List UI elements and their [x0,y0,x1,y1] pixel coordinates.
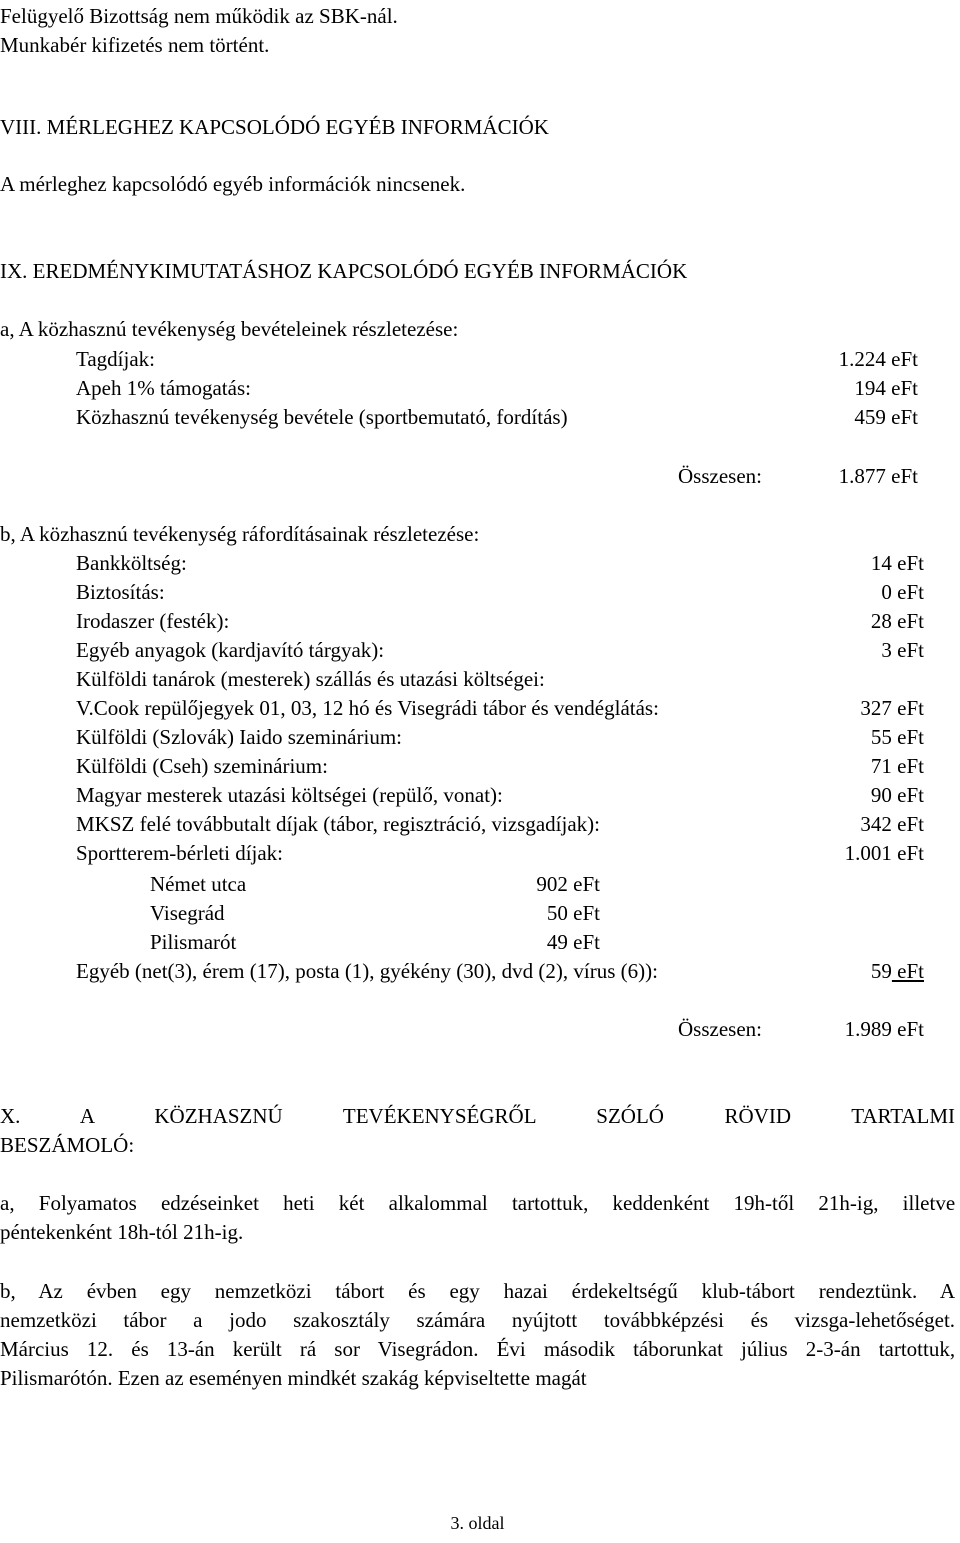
income-value: 459 eFt [854,405,918,429]
expense-total-label: Összesen: [678,1017,762,1041]
section8-text: A mérleghez kapcsolódó egyéb információk nincsenek. [0,172,466,196]
word: vizsga-lehetőséget. [794,1308,956,1332]
section8-heading: VIII. MÉRLEGHEZ KAPCSOLÓDÓ EGYÉB INFORMÁCIÓK [0,115,549,139]
word: érdekeltségű [571,1279,678,1303]
word: 2-3-án [805,1337,861,1361]
expense-value: 71 eFt [870,754,924,778]
word: a, [0,1191,15,1215]
word: nemzetközi [0,1308,97,1332]
section9-heading: IX. EREDMÉNYKIMUTATÁSHOZ KAPCSOLÓDÓ EGYÉB INFORMÁCIÓK [0,259,688,283]
expense-label: Magyar mesterek utazási költségei (repülő, vonat): [76,783,503,807]
expense-label: Bankköltség: [76,551,187,575]
word: 21h-ig, [818,1191,879,1215]
word: Folyamatos [38,1191,137,1215]
rent-detail-label: Pilismarót [150,930,237,954]
word: A [939,1279,956,1303]
word: KÖZHASZNÚ [154,1104,283,1128]
word: hazai [503,1279,548,1303]
word: rendeztünk. [818,1279,918,1303]
word: egy [160,1279,191,1303]
intro-line-2: Munkabér kifizetés nem történt. [0,33,270,57]
word: a [193,1308,203,1332]
word: második [543,1337,615,1361]
income-label: Apeh 1% támogatás: [76,376,251,400]
expense-label: Külföldi tanárok (mesterek) szállás és utazási költségei: [76,667,545,691]
paragraph-b-line-3 [0,1336,955,1362]
expense-label: Irodaszer (festék): [76,609,230,633]
word: klub-tábort [701,1279,795,1303]
expense-value: 1.001 eFt [844,841,924,865]
income-total-label: Összesen: [678,464,762,488]
word: alkalommal [388,1191,488,1215]
word: X. [0,1104,21,1128]
income-title: a, A közhasznú tevékenység bevételeinek részletezése: [0,317,459,341]
expense-label: Külföldi (Cseh) szeminárium: [76,754,328,778]
word: b, [0,1279,16,1303]
word: 12. [86,1337,114,1361]
word: 19h-től [733,1191,795,1215]
word: sor [334,1337,360,1361]
word: egy [449,1279,480,1303]
word: tartottuk, [511,1191,589,1215]
word: továbbképzési [603,1308,724,1332]
paragraph-b-line-2 [0,1307,955,1333]
income-label: Tagdíjak: [76,347,156,371]
expense-value: 55 eFt [870,725,924,749]
word: nemzetközi [214,1279,312,1303]
paragraph-a-line-1 [0,1190,955,1216]
word: és [750,1308,769,1332]
word: tábor [123,1308,167,1332]
word: Március [0,1337,69,1361]
expense-value: 28 eFt [870,609,924,633]
word: került [232,1337,282,1361]
word: keddenként [612,1191,710,1215]
word: és [408,1279,426,1303]
word: rá [299,1337,317,1361]
paragraph-b-line-4: Pilismarótón. Ezen az eseményen mindkét szakág képviseltette magát [0,1366,587,1390]
rent-detail-label: Visegrád [150,901,225,925]
word: Az [38,1279,63,1303]
section10-heading-line2: BESZÁMOLÓ: [0,1133,135,1157]
word: heti [283,1191,315,1215]
word: TARTALMI [851,1104,956,1128]
expense-label: Külföldi (Szlovák) Iaido szeminárium: [76,725,403,749]
word: július [741,1337,788,1361]
word: A [79,1104,94,1128]
word: számára [416,1308,486,1332]
word: illetve [902,1191,956,1215]
expense-value: 3 eFt [881,638,924,662]
expense-value: 342 eFt [860,812,924,836]
word: RÖVID [724,1104,792,1128]
word: táborunkat [633,1337,723,1361]
word: jodo [229,1308,267,1332]
word: tábort [335,1279,385,1303]
expense-value: 14 eFt [870,551,924,575]
expense-label: Biztosítás: [76,580,165,604]
word: Évi [496,1337,526,1361]
intro-line-1: Felügyelő Bizottság nem működik az SBK-nál. [0,4,398,28]
income-value: 1.224 eFt [838,347,918,371]
expense-value: 327 eFt [860,696,924,720]
other-expense-value: 59 eFt [870,959,924,983]
rent-detail-value: 50 eFt [546,901,600,925]
word: két [338,1191,365,1215]
expense-value: 0 eFt [881,580,924,604]
word: és [131,1337,149,1361]
paragraph-b-line-1 [0,1278,955,1304]
rent-detail-value: 902 eFt [536,872,600,896]
expense-label: Sportterem-bérleti díjak: [76,841,284,865]
rent-detail-label: Német utca [150,872,247,896]
expense-label: V.Cook repülőjegyek 01, 03, 12 hó és Visegrádi tábor és vendéglátás: [76,696,659,720]
word: 13-án [166,1337,215,1361]
word: TEVÉKENYSÉGRŐL [342,1104,536,1128]
expense-title: b, A közhasznú tevékenység ráfordításainak részletezése: [0,522,480,546]
word: nyújtott [511,1308,578,1332]
word: tartottuk, [878,1337,956,1361]
section10-heading [0,1103,955,1129]
word: évben [86,1279,137,1303]
income-total-value: 1.877 eFt [838,464,918,488]
word: szakosztály [293,1308,390,1332]
expense-label: MKSZ felé továbbutalt díjak (tábor, regisztráció, vizsgadíjak): [76,812,600,836]
expense-total-value: 1.989 eFt [844,1017,924,1041]
paragraph-a-line-2: péntekenként 18h-tól 21h-ig. [0,1220,244,1244]
rent-detail-value: 49 eFt [546,930,600,954]
expense-label: Egyéb anyagok (kardjavító tárgyak): [76,638,385,662]
other-expense-label: Egyéb (net(3), érem (17), posta (1), gyékény (30), dvd (2), vírus (6)): [76,959,658,983]
word: edzéseinket [160,1191,259,1215]
income-label: Közhasznú tevékenység bevétele (sportbemutató, fordítás) [76,405,568,429]
income-value: 194 eFt [854,376,918,400]
expense-value: 90 eFt [870,783,924,807]
word: Visegrádon. [377,1337,479,1361]
page-number: 3. oldal [450,1513,505,1533]
word: SZÓLÓ [596,1104,664,1128]
